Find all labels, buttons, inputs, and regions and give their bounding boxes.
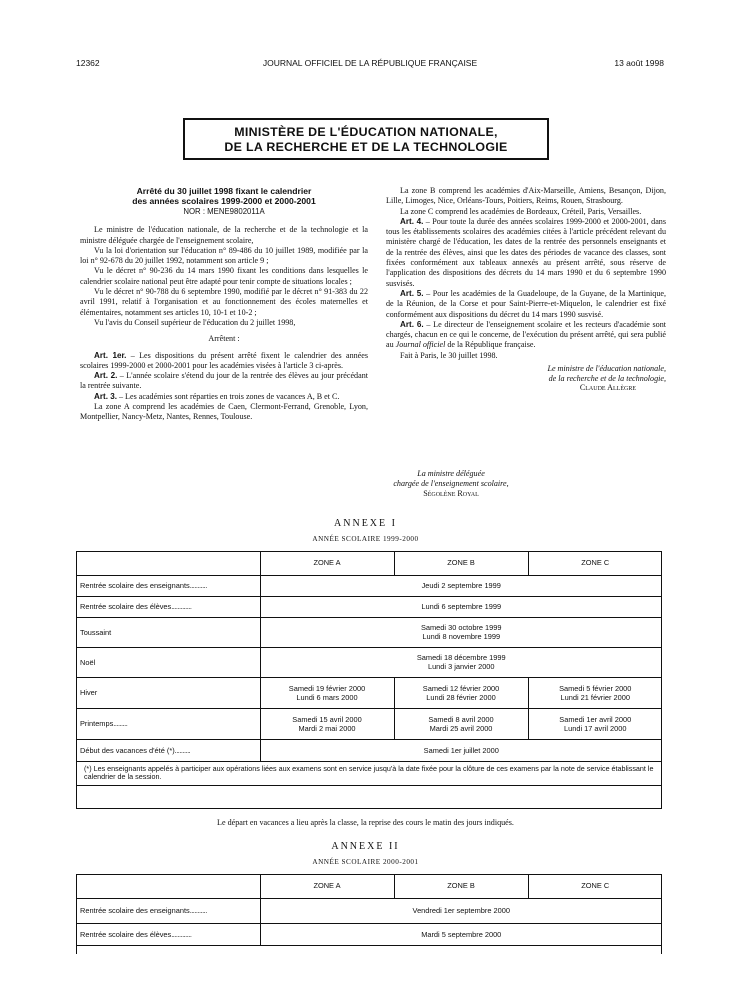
visa-paragraph: Le ministre de l'éducation nationale, de la recherche et de la technologie et la ministre déléguée chargée de l'enseignement scolaire,: [80, 225, 368, 245]
visa-paragraph: Vu la loi d'orientation sur l'éducation n° 89-486 du 10 juillet 1989, modifiée par la loi n° 92-678 du 20 juillet 1992, notamment son article 9 ;: [80, 245, 368, 266]
journal-title: JOURNAL OFFICIEL DE LA RÉPUBLIQUE FRANÇAISE: [262, 58, 478, 68]
row-label: Rentrée scolaire des enseignants...........: [76, 898, 260, 923]
row-label: Hiver: [76, 677, 260, 708]
table-header-row: [76, 551, 662, 575]
row-label-text: Rentrée scolaire des élèves: [80, 602, 172, 611]
zone-c-paragraph: La zone C comprend les académies de Bordeaux, Créteil, Paris, Versailles.: [400, 206, 642, 216]
article-2: [80, 371, 368, 392]
annexe-1-title: ANNEXE I: [334, 518, 397, 529]
row-label: Toussaint: [76, 617, 260, 647]
annexe-1-subtitle: ANNÉE SCOLAIRE 1999-2000: [312, 535, 419, 543]
header-zone-c: ZONE C: [581, 558, 610, 568]
row-label-text: Rentrée scolaire des enseignants: [80, 581, 190, 590]
annexe-1-table: [76, 551, 662, 786]
row-value: [260, 647, 662, 677]
row-label-text: Rentrée scolaire des élèves: [80, 929, 172, 939]
row-value-line: Lundi 8 novembre 1999: [422, 632, 501, 641]
row-label: Début des vacances d'été (*)..........: [76, 739, 260, 761]
annexe-2-table: [76, 874, 662, 946]
cell-line: Samedi 8 avril 2000: [428, 714, 494, 724]
signature-minister-name: Claude Allègre: [579, 383, 636, 393]
annexe-1-footnote: (*) Les enseignants appelés à participer aux opérations liées aux examens sont en service jusqu'à la date fixée pour la clôture de ces examens par la note de service établissant le calendrier de la session.: [84, 763, 654, 781]
zone-b-paragraph: La zone B comprend les académies d'Aix-Marseille, Amiens, Besançon, Dijon, Lille, Limoges, Nice, Orléans-Tours, Poitiers, Reims, Rouen, Strasbourg.: [386, 186, 666, 206]
row-label: Printemps.........: [76, 708, 260, 739]
table-row: [76, 708, 662, 739]
article-4-text: – Pour toute la durée des années scolaires 1999-2000 et 2000-2001, dans tous les établissements scolaires des académies citées à l'article précédent relevant du ministère chargé de l'éducation, les dates de la rentrée des personnels enseignants et de la rentrée des élèves, ainsi que les dates des périodes de vacance des classes, sont fixées conformément aux tableaux annexés au présent arrêté, sous réserve de l'application des dispositions des décrets du 14 mars 1990 et du 6 septembre 1990 susvisés.: [386, 216, 666, 288]
zone-c-cell: [528, 677, 662, 708]
article-1: [80, 351, 368, 372]
cell-line: Mardi 2 mai 2000: [298, 723, 356, 733]
zone-b-cell: [394, 708, 528, 739]
signature-minister: [386, 364, 666, 393]
issue-date: 13 août 1998: [614, 58, 664, 68]
cell-line: Samedi 19 février 2000: [288, 683, 366, 693]
left-column: [80, 186, 368, 423]
table-row: [76, 739, 662, 761]
zone-a-paragraph: La zone A comprend les académies de Caen, Clermont-Ferrand, Grenoble, Lyon, Montpellier, Nancy-Metz, Nantes, Rennes, Toulouse.: [80, 402, 368, 422]
closing-note: Le départ en vacances a lieu après la classe, la reprise des cours le matin des jours indiqués.: [217, 818, 514, 827]
visa-paragraph: Vu l'avis du Conseil supérieur de l'éducation du 2 juillet 1998,: [94, 317, 296, 327]
signature-minister-role-2: de la recherche et de la technologie,: [548, 373, 666, 383]
row-label-text: Début des vacances d'été (*): [80, 745, 175, 755]
annexe-2-subtitle: ANNÉE SCOLAIRE 2000-2001: [312, 858, 419, 866]
zone-a-cell: [260, 708, 394, 739]
cell-line: Lundi 28 février 2000: [426, 692, 496, 702]
row-value-line: Samedi 30 octobre 1999: [420, 623, 502, 632]
ministry-line-1: MINISTÈRE DE L'ÉDUCATION NATIONALE,: [234, 125, 498, 139]
article-5-label: Art. 5.: [400, 288, 424, 298]
row-label: Rentrée scolaire des enseignants...........: [76, 575, 260, 596]
annexe-2-title: ANNEXE II: [331, 841, 400, 852]
article-4: [386, 217, 666, 289]
article-3: [80, 392, 368, 402]
nor-reference: NOR : MENE9802011A: [183, 207, 265, 216]
page-header: [76, 58, 664, 72]
header-zone-a: ZONE A: [260, 874, 394, 898]
article-6: [386, 320, 666, 351]
row-label-text: Rentrée scolaire des enseignants: [80, 906, 190, 915]
row-value: [260, 617, 662, 647]
row-value-line: Lundi 3 janvier 2000: [427, 662, 495, 671]
row-value: Mardi 5 septembre 2000: [421, 929, 502, 939]
arrete-title: [80, 186, 368, 206]
table-row: [76, 647, 662, 677]
page-number: 12362: [76, 58, 100, 68]
table-row: [76, 677, 662, 708]
header-zone-b: ZONE B: [394, 551, 528, 575]
header-blank: [76, 874, 260, 898]
article-6-label: Art. 6.: [400, 319, 424, 329]
arrete-title-line-2: des années scolaires 1999-2000 et 2000-2001: [132, 196, 316, 206]
visa-paragraph: Vu le décret n° 90-236 du 14 mars 1990 fixant les conditions dans lesquelles le calendrier scolaire national peut être adapté pour tenir compte de situations locales ;: [80, 266, 368, 286]
cell-line: Mardi 25 avril 2000: [429, 723, 493, 733]
header-zone-a: ZONE A: [260, 551, 394, 575]
journal-officiel-italic: Journal officiel: [395, 340, 446, 350]
right-column: [386, 186, 666, 393]
table-row: [76, 596, 662, 617]
cell-line: Samedi 12 février 2000: [422, 683, 500, 693]
fait-a-paris: Fait à Paris, le 30 juillet 1998.: [400, 350, 498, 360]
table-header-row: [76, 874, 662, 898]
cell-line: Lundi 17 avril 2000: [564, 723, 627, 733]
cell-line: Samedi 15 avril 2000: [292, 714, 362, 724]
header-blank: [76, 551, 260, 575]
arretent-heading: Arrêtent :: [208, 334, 240, 344]
zone-a-cell: [260, 677, 394, 708]
article-6-text: – Le directeur de l'enseignement scolaire et les recteurs d'académie sont chargés, chacun en ce qui le concerne, de l'exécution du présent arrêté, qui sera publié au: [386, 319, 666, 350]
article-5: [386, 289, 666, 320]
footnote-row: [76, 761, 662, 785]
row-value: Lundi 6 septembre 1999: [421, 602, 502, 611]
row-value: Samedi 1er juillet 2000: [423, 745, 499, 755]
row-label: Rentrée scolaire des élèves.............: [76, 596, 260, 617]
signature-deleguee: [366, 469, 536, 499]
zone-b-cell: [394, 677, 528, 708]
signature-deleguee-role-2: chargée de l'enseignement scolaire,: [393, 479, 509, 488]
signature-deleguee-role-1: La ministre déléguée: [417, 469, 485, 478]
header-zone-b: ZONE B: [394, 874, 528, 898]
article-6-text-end: de la République française.: [445, 340, 536, 350]
article-5-text: – Pour les académies de la Guadeloupe, de la Guyane, de la Martinique, de la Réunion, de la Corse et pour Saint-Pierre-et-Miquelon, le calendrier est fixé conformément aux dispositions du décret du 14 mars 1990 susvisé.: [386, 288, 666, 319]
table-row: [76, 575, 662, 596]
zone-c-cell: [528, 708, 662, 739]
row-value: Vendredi 1er septembre 2000: [412, 906, 510, 915]
row-label: Rentrée scolaire des élèves.............: [76, 923, 260, 945]
article-1-label: Art. 1er.: [94, 350, 127, 360]
article-3-text: – Les académies sont réparties en trois zones de vacances A, B et C.: [116, 391, 340, 401]
article-2-label: Art. 2.: [94, 371, 118, 381]
row-value-line: Samedi 18 décembre 1999: [416, 653, 506, 662]
ministry-banner: [183, 118, 549, 160]
row-label: Noël: [76, 647, 260, 677]
row-value: Jeudi 2 septembre 1999: [421, 581, 501, 590]
table-row: [76, 923, 662, 945]
cell-line: Samedi 1er avril 2000: [559, 714, 632, 724]
row-label-text: Printemps: [80, 719, 114, 728]
table-row: [76, 617, 662, 647]
table-row: [76, 898, 662, 923]
article-3-label: Art. 3.: [94, 391, 117, 401]
article-1-text: – Les dispositions du présent arrêté fixent le calendrier des années scolaires 1999-2000 et 2000-2001 pour les académies visées à l'article 3 ci-après.: [80, 350, 368, 370]
cell-line: Samedi 5 février 2000: [559, 683, 632, 693]
cell-line: Lundi 21 février 2000: [560, 692, 630, 702]
signature-minister-role-1: Le ministre de l'éducation nationale,: [547, 364, 666, 374]
header-zone-c: ZONE C: [581, 881, 610, 891]
signature-deleguee-name: Ségolène Royal: [423, 489, 479, 498]
arrete-title-line-1: Arrêté du 30 juillet 1998 fixant le calendrier: [136, 186, 312, 196]
article-4-label: Art. 4.: [400, 216, 424, 226]
visa-paragraph: Vu le décret n° 90-788 du 6 septembre 1990, modifié par le décret n° 91-383 du 22 avril 1991, relatif à l'organisation et au fonctionnement des écoles maternelles et élémentaires, notamment ses articles 10, 10-1 et 10-2 ;: [80, 287, 368, 317]
cell-line: Lundi 6 mars 2000: [296, 692, 358, 702]
article-2-text: – L'année scolaire s'étend du jour de la rentrée des élèves au jour précédant la rentrée suivante.: [80, 371, 368, 391]
ministry-line-2: DE LA RECHERCHE ET DE LA TECHNOLOGIE: [224, 140, 508, 154]
